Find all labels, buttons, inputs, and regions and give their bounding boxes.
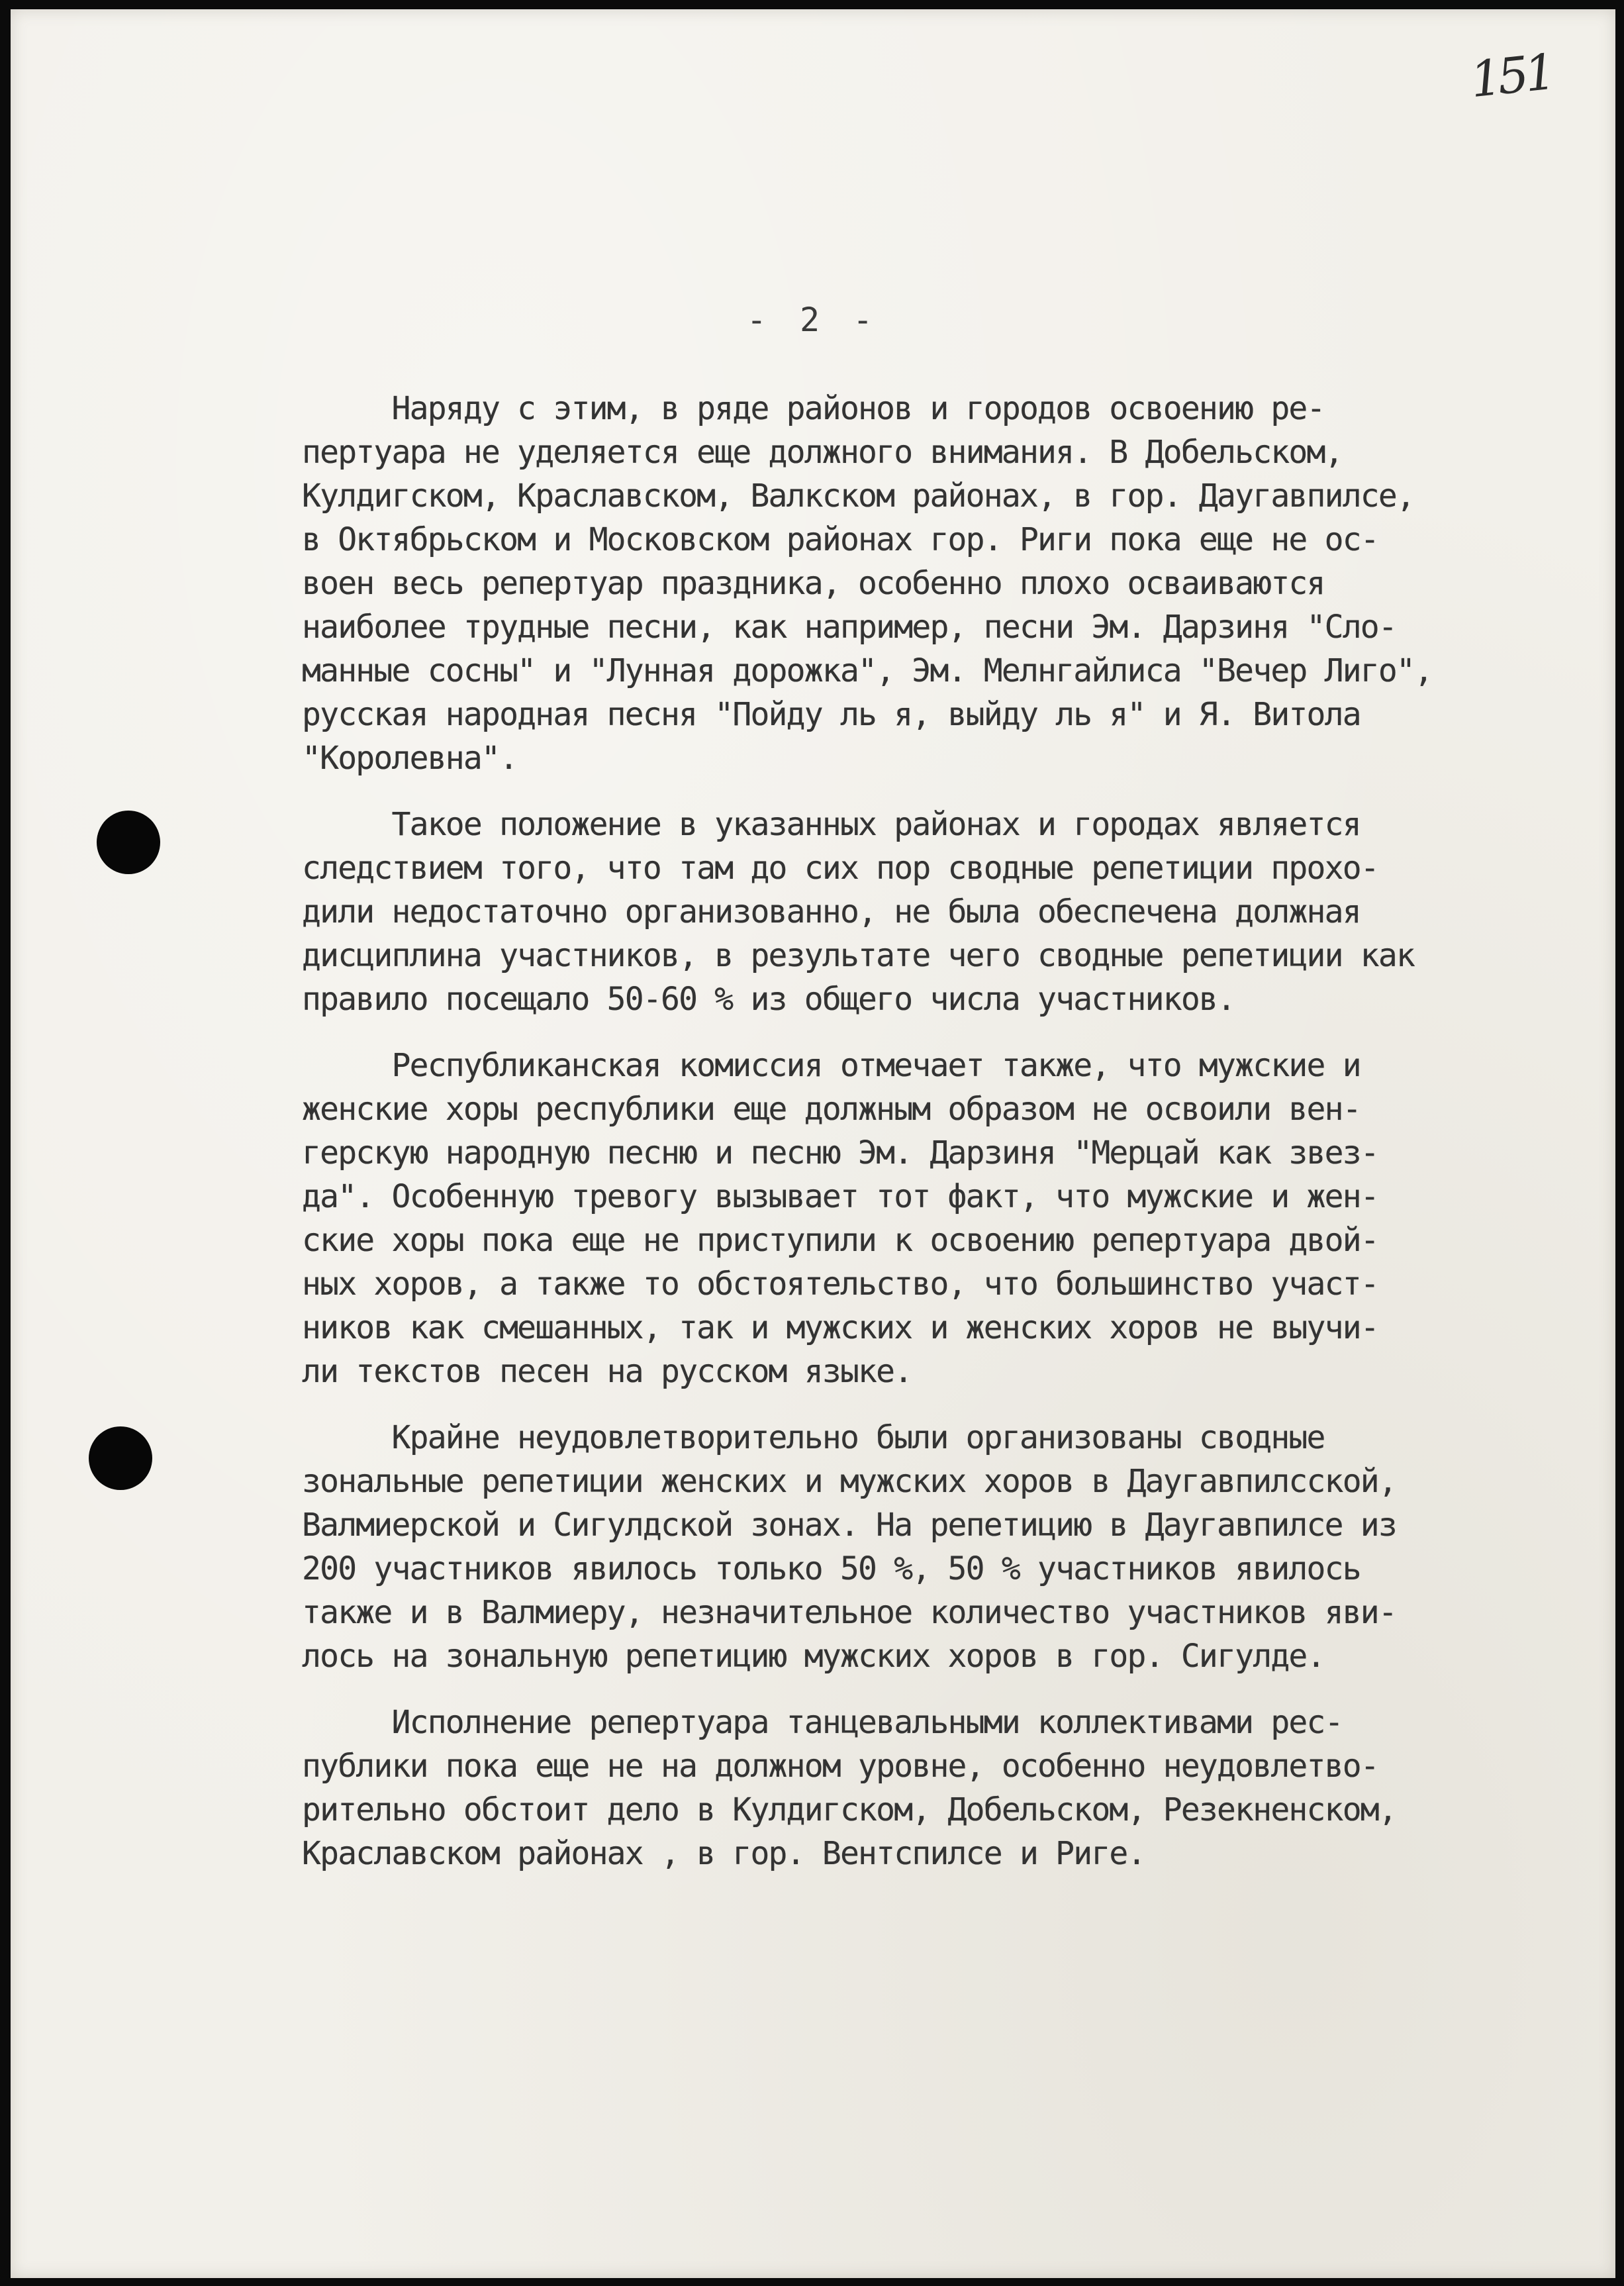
document-body (302, 387, 1580, 1875)
text-line: Наряду с этим, в ряде районов и городов освоению ре- (302, 390, 1325, 427)
text-line: ли текстов песен на русском языке. (302, 1353, 912, 1390)
paragraph-gap (302, 1021, 1580, 1044)
page-number: - 2 - (746, 301, 880, 339)
text-line: ных хоров, а также то обстоятельство, что большинство участ- (302, 1266, 1378, 1303)
paragraph-gap (302, 1678, 1580, 1701)
binder-hole (89, 1426, 152, 1490)
text-line: русская народная песня "Пойду ль я, выйду ль я" и Я. Витола (302, 696, 1361, 733)
text-line: правило посещало 50-60 % из общего числа участников. (302, 981, 1235, 1018)
text-line: публики пока еще не на должном уровне, особенно неудовлетво- (302, 1748, 1378, 1785)
text-line: герскую народную песню и песню Эм. Дарзиня "Мерцай как звез- (302, 1134, 1378, 1171)
text-line: следствием того, что там до сих пор сводные репетиции прохо- (302, 850, 1378, 887)
paragraph (302, 803, 1580, 1021)
text-line: "Королевна". (302, 740, 518, 777)
text-line: наиболее трудные песни, как например, песни Эм. Дарзиня "Сло- (302, 609, 1397, 646)
text-line: дили недостаточно организованно, не была обеспечена должная (302, 893, 1361, 930)
text-line: ников как смешанных, так и мужских и женских хоров не выучи- (302, 1309, 1378, 1346)
paragraph-gap (302, 780, 1580, 803)
paragraph (302, 1044, 1580, 1393)
text-line: также и в Валмиеру, незначительное количество участников яви- (302, 1594, 1397, 1631)
text-line: лось на зональную репетицию мужских хоров в гор. Сигулде. (302, 1638, 1325, 1675)
text-line: Исполнение репертуара танцевальными коллективами рес- (302, 1704, 1343, 1741)
text-line: манные сосны" и "Лунная дорожка", Эм. Мелнгайлиса "Вечер Лиго", (302, 652, 1433, 689)
text-line: Краславском районах , в гор. Вентспилсе и Риге. (302, 1835, 1145, 1872)
text-line: да". Особенную тревогу вызывает тот факт, что мужские и жен- (302, 1178, 1378, 1215)
text-line: Валмиерской и Сигулдской зонах. На репетицию в Даугавпилсе из (302, 1507, 1397, 1544)
paragraph (302, 1416, 1580, 1678)
text-line: в Октябрьском и Московском районах гор. Риги пока еще не ос- (302, 521, 1378, 558)
text-line: воен весь репертуар праздника, особенно плохо осваиваются (302, 565, 1325, 602)
text-line: Республиканская комиссия отмечает также, что мужские и (302, 1047, 1361, 1084)
paragraph-gap (302, 1393, 1580, 1416)
text-line: 200 участников явилось только 50 %, 50 % участников явилось (302, 1550, 1361, 1587)
text-line: рительно обстоит дело в Кулдигском, Добельском, Резекненском, (302, 1791, 1397, 1828)
binder-hole (97, 811, 160, 874)
text-line: дисциплина участников, в результате чего сводные репетиции как (302, 937, 1415, 974)
text-line: зональные репетиции женских и мужских хоров в Даугавпилсской, (302, 1463, 1397, 1500)
text-line: женские хоры республики еще должным образом не освоили вен- (302, 1091, 1361, 1128)
text-line: Такое положение в указанных районах и городах является (302, 806, 1361, 843)
text-line: пертуара не уделяется еще должного внимания. В Добельском, (302, 434, 1343, 471)
paragraph (302, 387, 1580, 780)
text-line: Кулдигском, Краславском, Валкском районах, в гор. Даугавпилсе, (302, 477, 1415, 515)
text-line: ские хоры пока еще не приступили к освоению репертуара двой- (302, 1222, 1378, 1259)
folio-number: 151 (1467, 43, 1555, 109)
paragraph (302, 1701, 1580, 1875)
text-line: Крайне неудовлетворительно были организованы сводные (302, 1419, 1325, 1456)
document-page (11, 9, 1615, 2278)
